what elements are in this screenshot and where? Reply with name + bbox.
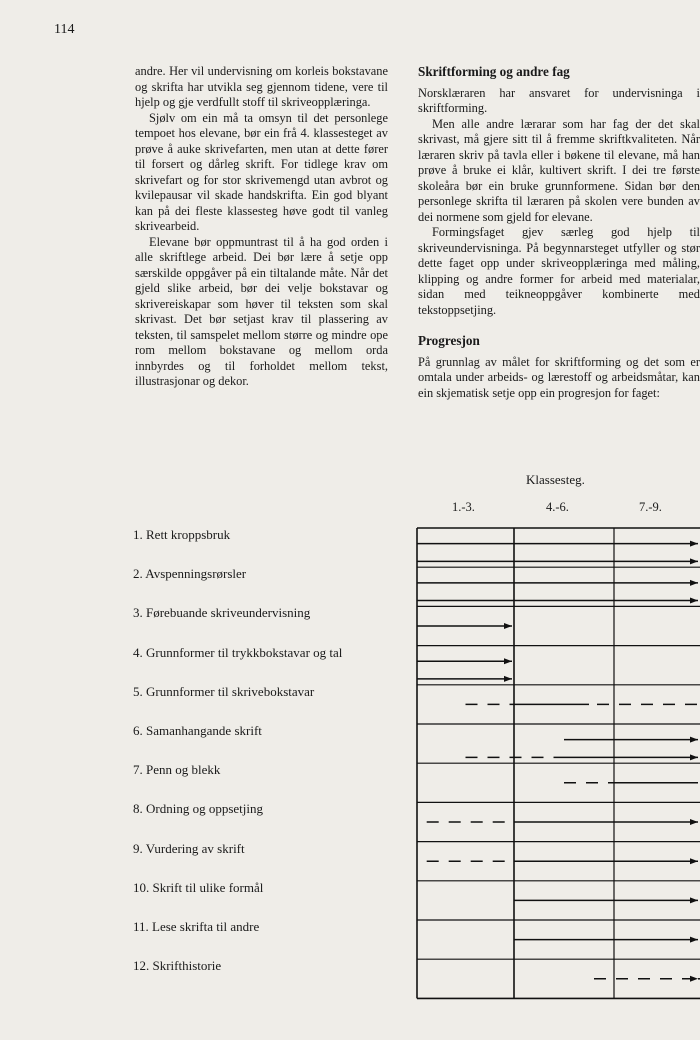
paragraph: andre. Her vil undervisning om korleis bokstavane og skrifta har utvikla seg gjennom tidene, vere til hjelp og gje verdfullt stoff til skriveopplæringa. bbox=[135, 64, 388, 109]
paragraph: Norsklæraren har ansvaret for undervisninga i skriftforming. bbox=[418, 85, 700, 115]
row-label: 8. Ordning og oppsetjing bbox=[133, 801, 263, 817]
paragraph: På grunnlag av målet for skriftforming og det som er omtala under arbeids- og lærestoff og arbeidsmåtar, kan ein skjematisk setje opp ein progresjon for faget: bbox=[418, 354, 700, 400]
arrow-head bbox=[690, 937, 698, 943]
row-label: 12. Skrifthistorie bbox=[133, 958, 222, 974]
arrow-head bbox=[690, 897, 698, 903]
column-label-7-9: 7.-9. bbox=[639, 500, 662, 514]
arrow-head bbox=[504, 623, 512, 629]
arrow-head bbox=[504, 658, 512, 664]
row-label: 10. Skrift til ulike formål bbox=[133, 879, 264, 895]
paragraph: Sjølv om ein må ta omsyn til det personlege tempoet hos elevane, bør ein frå 4. klassesteget av prøve å auke skrivefarten, men utan at dette fører til forsert og dårleg skrift. For tidlege krav om skrivefart og for stor skrivemengd utan avbrot og kvilepausar vil skade handskrifta. Ein god blyant kan på dei fleste klassesteg høve godt til vanleg skrivearbeid. bbox=[135, 110, 388, 233]
paragraph: Formingsfaget gjev særleg god hjelp til skriveundervisninga. På begynnarsteget utfyller og stør dette faget opp under skriveopplæringa med måling, klipping og andre former for arbeid med materialar, sidan med teikneoppgåver kombinerte med tekstoppsetjing. bbox=[418, 225, 700, 317]
row-label: 5. Grunnformer til skrivebokstavar bbox=[133, 683, 315, 699]
arrow-head bbox=[690, 976, 698, 982]
section-heading-skriftforming: Skriftforming og andre fag bbox=[418, 64, 570, 79]
arrow-head bbox=[690, 754, 698, 760]
arrow-head bbox=[690, 858, 698, 864]
row-label: 9. Vurdering av skrift bbox=[133, 840, 245, 856]
arrow-head bbox=[690, 580, 698, 586]
page-number: 114 bbox=[54, 22, 75, 37]
arrow-head bbox=[690, 598, 698, 604]
column-label-1-3: 1.-3. bbox=[452, 500, 475, 514]
progression-table-title: Klassesteg. bbox=[526, 472, 585, 487]
row-label: 6. Samanhangande skrift bbox=[133, 723, 262, 738]
column-label-4-6: 4.-6. bbox=[546, 500, 569, 514]
section-heading-progresjon: Progresjon bbox=[418, 333, 480, 348]
row-label: 3. Førebuande skriveundervisning bbox=[133, 605, 311, 621]
arrow-head bbox=[690, 558, 698, 564]
arrow-head bbox=[690, 541, 698, 547]
arrow-head bbox=[690, 819, 698, 825]
paragraph: Elevane bør oppmuntrast til å ha god orden i alle skriftlege arbeid. Dei bør lære å setje opp særskilde oppgåver på ein tiltalande måte. Når det gjeld slike arbeid, bør dei velje bokstavar og skrivereiskapar som høver til teksten som skal skrivast. Det bør setjast krav til plassering av teksten, til samspelet mellom større og mindre ope rom mellom bokstavane og mellom orda innbyrdes og til forholdet mellom tekst, illustrasjonar og dekor. bbox=[135, 234, 388, 388]
arrow-head bbox=[690, 737, 698, 743]
row-label: 1. Rett kroppsbruk bbox=[133, 527, 231, 542]
row-label: 2. Avspenningsrørsler bbox=[133, 566, 247, 582]
arrow-head bbox=[504, 676, 512, 682]
row-label: 4. Grunnformer til trykkbokstavar og tal bbox=[133, 644, 343, 660]
row-label: 11. Lese skrifta til andre bbox=[133, 919, 260, 934]
paragraph: Men alle andre lærarar som har fag der det skal skrivast, må gjere sitt til å fremme skriftkvaliteten. Når læraren skriv på tavla eller i bøkene til elevane, må han prøve å bruke ei klår, kultivert skrift. I dei tre første skoleåra bør ein bruke grunnformene. Sidan bør den personlege skrifta til læraren på skolen vere bunden av dei normene som gjeld for elevane. bbox=[418, 116, 700, 224]
row-label: 7. Penn og blekk bbox=[133, 762, 221, 778]
